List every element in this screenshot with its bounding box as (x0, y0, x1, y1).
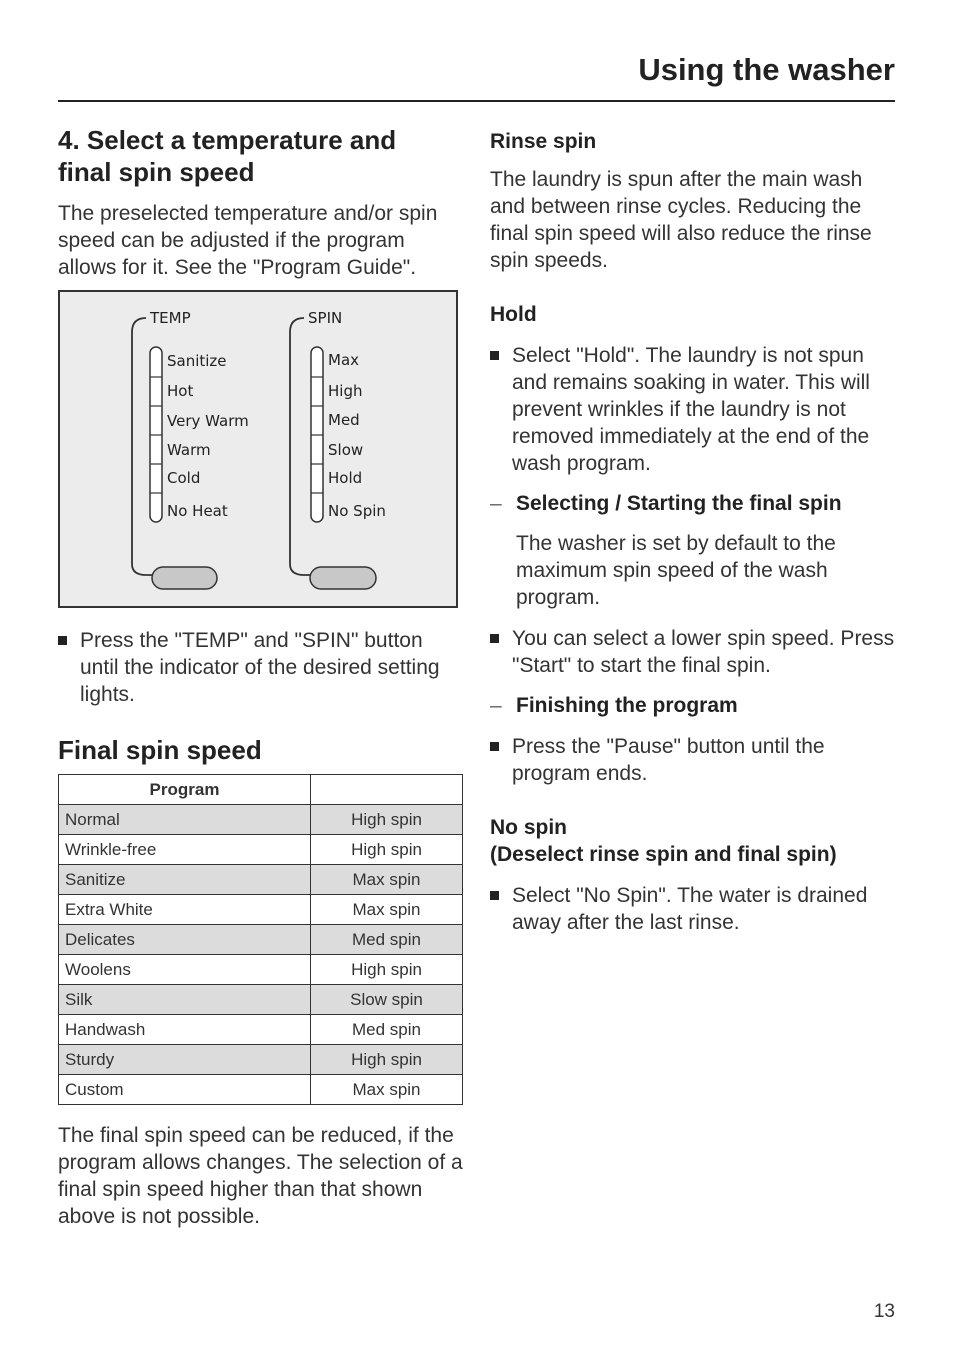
table-row (59, 955, 463, 985)
table-cell-spin: High spin (311, 1045, 463, 1075)
table-cell-spin: Max spin (311, 1075, 463, 1105)
table-cell-program: Delicates (59, 925, 311, 955)
dash-paragraph: The washer is set by default to the maximum spin speed of the wash program. (516, 532, 836, 609)
control-panel-illustration (58, 290, 458, 608)
table-row (59, 1015, 463, 1045)
bullet-text: Select "Hold". The laundry is not spun and remains soaking in water. This will prevent wrinkles if the laundry is not removed immediately at the end of the wash program. (512, 344, 870, 475)
table-cell-program: Normal (59, 805, 311, 835)
table-row (59, 835, 463, 865)
temp-option-sanitize: Sanitize (167, 352, 227, 370)
bullet-item (490, 733, 900, 787)
temp-button[interactable] (152, 567, 217, 589)
table-cell-spin: Med spin (311, 1015, 463, 1045)
dash-heading-text: Selecting / Starting the final spin (516, 492, 842, 515)
bullet-text: Press the "Pause" button until the program ends. (512, 735, 825, 785)
table-row (59, 925, 463, 955)
table-cell-spin: Med spin (311, 925, 463, 955)
table-cell-program: Wrinkle-free (59, 835, 311, 865)
temp-option-hot: Hot (167, 382, 194, 400)
table-cell-spin: High spin (311, 955, 463, 985)
table-cell-program: Silk (59, 985, 311, 1015)
rinse-spin-heading: Rinse spin (490, 130, 597, 153)
no-spin-heading-line2: (Deselect rinse spin and final spin) (490, 843, 837, 866)
spin-option-slow: Slow (328, 441, 364, 459)
bullet-item (490, 342, 900, 477)
temp-option-very-warm: Very Warm (167, 412, 249, 430)
temp-option-no-heat: No Heat (167, 502, 228, 520)
table-row (59, 865, 463, 895)
spin-option-hold: Hold (328, 469, 363, 487)
table-row (59, 805, 463, 835)
table-cell-spin: Max spin (311, 865, 463, 895)
dash-icon: – (490, 694, 502, 717)
hold-heading: Hold (490, 303, 537, 326)
spin-label: SPIN (308, 309, 343, 327)
table-cell-spin: Max spin (311, 895, 463, 925)
closing-paragraph: The final spin speed can be reduced, if the program allows changes. The selection of a final spin speed higher than that shown above is not possible. (58, 1124, 463, 1228)
section-title (58, 124, 463, 188)
rinse-spin-text: The laundry is spun after the main wash and between rinse cycles. Reducing the final spin speed will also reduce the rinse spin speeds. (490, 168, 872, 272)
bullet-item (490, 625, 900, 679)
dash-heading (490, 692, 900, 719)
table-row (59, 1075, 463, 1105)
no-spin-heading-line1: No spin (490, 816, 567, 839)
table-cell-program: Sturdy (59, 1045, 311, 1075)
bullet-square-icon (490, 891, 499, 900)
bullet-item (490, 882, 900, 936)
temp-bracket (132, 318, 152, 575)
bullet-item (58, 627, 463, 708)
left-column (58, 124, 463, 1230)
spin-option-med: Med (328, 411, 360, 429)
table-header-spin (311, 775, 463, 805)
page-header (58, 50, 895, 102)
bullet-square-icon (490, 351, 499, 360)
table-cell-program: Woolens (59, 955, 311, 985)
table-cell-program: Sanitize (59, 865, 311, 895)
dash-icon: – (490, 492, 502, 515)
table-cell-program: Custom (59, 1075, 311, 1105)
spin-button[interactable] (310, 567, 376, 589)
bullet-square-icon (490, 742, 499, 751)
right-column (490, 128, 900, 936)
final-spin-table (58, 774, 463, 1105)
temp-label: TEMP (150, 309, 191, 327)
table-row (59, 985, 463, 1015)
table-cell-program: Handwash (59, 1015, 311, 1045)
spin-option-high: High (328, 382, 363, 400)
dash-heading (490, 490, 900, 517)
bullet-square-icon (58, 636, 67, 645)
temp-option-cold: Cold (167, 469, 201, 487)
no-spin-heading (490, 814, 900, 868)
page-number: 13 (873, 1301, 895, 1322)
bullet-text: You can select a lower spin speed. Press "Start" to start the final spin. (512, 627, 895, 677)
page-title: Using the washer (638, 52, 895, 87)
table-row (59, 1045, 463, 1075)
dash-heading-text: Finishing the program (516, 694, 738, 717)
section-title-line1: 4. Select a temperature and (58, 125, 397, 155)
table-cell-spin: High spin (311, 835, 463, 865)
table-row (59, 895, 463, 925)
bullet-square-icon (490, 634, 499, 643)
final-spin-title: Final spin speed (58, 735, 262, 765)
table-cell-program: Extra White (59, 895, 311, 925)
table-cell-spin: High spin (311, 805, 463, 835)
spin-option-no-spin: No Spin (328, 502, 386, 520)
spin-bracket (290, 318, 310, 575)
bullet-text: Press the "TEMP" and "SPIN" button until the indicator of the desired setting lights. (80, 629, 440, 706)
section-title-line2: final spin speed (58, 157, 255, 187)
bullet-text: Select "No Spin". The water is drained away after the last rinse. (512, 884, 868, 934)
table-header-program: Program (59, 775, 311, 805)
table-cell-spin: Slow spin (311, 985, 463, 1015)
control-panel-svg (60, 292, 458, 608)
table-header-row (59, 775, 463, 805)
temp-option-warm: Warm (167, 441, 211, 459)
spin-option-max: Max (328, 351, 360, 369)
intro-paragraph: The preselected temperature and/or spin speed can be adjusted if the program allows for it. See the "Program Guide". (58, 202, 438, 279)
